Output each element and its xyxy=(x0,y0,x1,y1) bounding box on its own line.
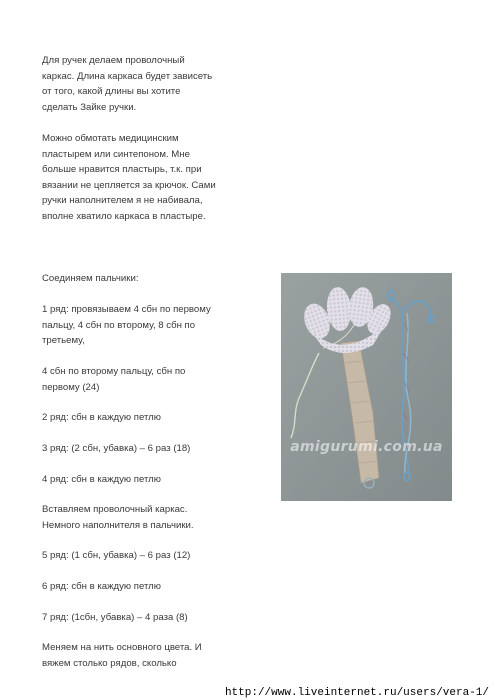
paragraph-row-2 xyxy=(42,410,272,426)
text-line: 3 ряд: (2 сбн, убавка) – 6 раз (18) xyxy=(42,443,191,454)
text-line: пальцу, 4 сбн по второму, 8 сбн по xyxy=(42,319,196,331)
photo-watermark: amigurumi.com.ua xyxy=(290,439,443,455)
text-line: каркас. Длина каркаса будет зависеть xyxy=(42,70,213,82)
paragraph-row-7 xyxy=(42,610,272,626)
text-line: пластырем или синтепоном. Мне xyxy=(42,148,190,160)
paragraph-join-fingers xyxy=(42,271,272,287)
text-line: Меняем на нить основного цвета. И xyxy=(42,642,202,653)
text-line: 4 сбн по второму пальцу, сбн по xyxy=(42,366,186,377)
text-line: 4 ряд: сбн в каждую петлю xyxy=(42,474,161,485)
text-line: от того, какой длины вы хотите xyxy=(42,86,181,97)
paragraph-row-5 xyxy=(42,548,272,564)
paragraph-row-6 xyxy=(42,579,272,595)
paragraph-row-1 xyxy=(42,302,272,349)
text-line: вяжем столько рядов, сколько xyxy=(42,657,177,669)
paragraph-wire-frame xyxy=(42,53,272,115)
text-line: первому (24) xyxy=(42,381,100,393)
text-line: вполне хватило каркаса в пластыре. xyxy=(42,210,206,222)
paragraph-tape xyxy=(42,131,272,224)
paragraph-insert-frame xyxy=(42,502,272,533)
crochet-hand-photo xyxy=(281,273,452,501)
text-line: ручки наполнителем я не набивала, xyxy=(42,195,203,206)
paragraph-row-1-cont xyxy=(42,364,272,395)
text-line: больше нравится пластырь, т.к. при xyxy=(42,164,202,175)
text-line: Вставляем проволочный каркас. xyxy=(42,504,188,515)
text-line: 1 ряд: провязываем 4 сбн по первому xyxy=(42,304,211,315)
text-line: Немного наполнителя в пальчики. xyxy=(42,519,194,531)
source-url: http://www.liveinternet.ru/users/vera-1/ xyxy=(224,687,489,699)
paragraph-row-3 xyxy=(42,441,272,457)
paragraph-row-4 xyxy=(42,472,272,488)
text-line: 6 ряд: сбн в каждую петлю xyxy=(42,581,161,592)
text-line: Для ручек делаем проволочный xyxy=(42,55,185,66)
photo-illustration xyxy=(281,273,452,501)
text-line: Можно обмотать медицинским xyxy=(42,133,179,144)
text-line: 2 ряд: сбн в каждую петлю xyxy=(42,412,161,423)
text-line: сделать Зайке ручки. xyxy=(42,101,137,113)
text-line: 7 ряд: (1сбн, убавка) – 4 раза (8) xyxy=(42,612,188,623)
text-line: третьему, xyxy=(42,335,85,346)
text-line: 5 ряд: (1 сбн, убавка) – 6 раз (12) xyxy=(42,550,191,561)
paragraph-main-color xyxy=(42,640,272,671)
text-line: вязании не цепляется за крючок. Сами xyxy=(42,179,216,191)
text-line: Соединяем пальчики: xyxy=(42,273,139,284)
